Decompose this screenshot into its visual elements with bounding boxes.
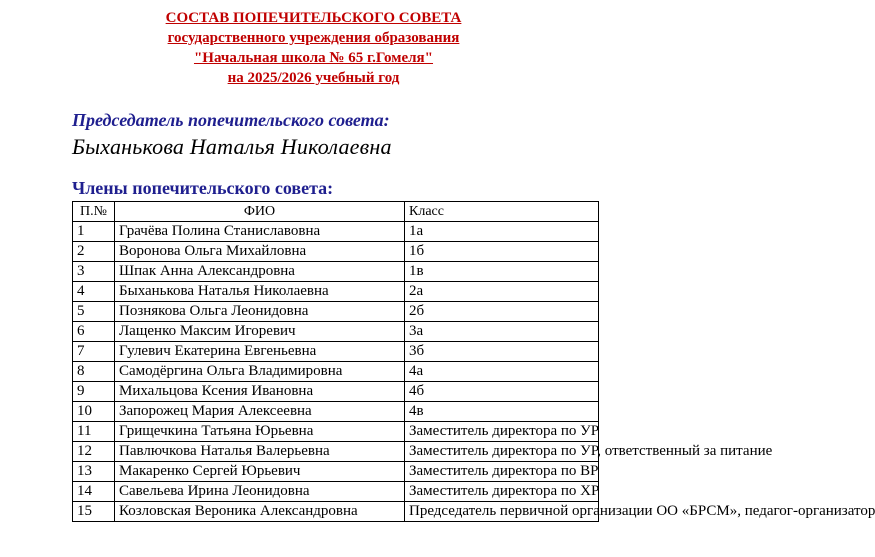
members-table	[72, 201, 875, 522]
column-header-number: П.№	[73, 202, 115, 222]
member-number: 11	[73, 422, 115, 442]
member-class: 2б	[405, 302, 599, 322]
member-class: 1б	[405, 242, 599, 262]
table-row	[73, 322, 599, 342]
member-name: Самодёргина Ольга Владимировна	[115, 362, 405, 382]
table-header-row	[73, 202, 599, 222]
table-row	[73, 462, 599, 482]
member-class: 4а	[405, 362, 599, 382]
member-class: 4б	[405, 382, 599, 402]
table-row	[73, 402, 599, 422]
member-name: Воронова Ольга Михайловна	[115, 242, 405, 262]
table-row	[73, 442, 599, 462]
member-name: Макаренко Сергей Юрьевич	[115, 462, 405, 482]
member-class: 1в	[405, 262, 599, 282]
member-name: Козловская Вероника Александровна	[115, 502, 405, 522]
header-school-name: "Начальная школа № 65 г.Гомеля"	[193, 50, 434, 66]
member-class: Заместитель директора по УР, ответственный за питание	[405, 442, 599, 462]
member-name: Познякова Ольга Леонидовна	[115, 302, 405, 322]
document-header	[0, 8, 627, 88]
members-table-body	[73, 222, 875, 522]
member-number: 7	[73, 342, 115, 362]
member-name: Быханькова Наталья Николаевна	[115, 282, 405, 302]
member-name: Михальцова Ксения Ивановна	[115, 382, 405, 402]
table-row	[73, 382, 599, 402]
table-row	[73, 282, 599, 302]
member-class: 4в	[405, 402, 599, 422]
member-class: 2а	[405, 282, 599, 302]
member-class: Председатель первичной организации ОО «БРСМ», педагог-организатор	[405, 502, 599, 522]
member-number: 3	[73, 262, 115, 282]
chairman-name: Быханькова Наталья Николаевна	[72, 134, 392, 159]
member-number: 6	[73, 322, 115, 342]
member-number: 12	[73, 442, 115, 462]
member-name: Савельева Ирина Леонидовна	[115, 482, 405, 502]
table-row	[73, 302, 599, 322]
member-name: Гулевич Екатерина Евгеньевна	[115, 342, 405, 362]
table-row	[73, 222, 599, 242]
member-name: Шпак Анна Александровна	[115, 262, 405, 282]
member-name: Лащенко Максим Игоревич	[115, 322, 405, 342]
chairman-label: Председатель попечительского совета:	[72, 110, 390, 130]
table-row	[73, 342, 599, 362]
member-name: Грачёва Полина Станиславовна	[115, 222, 405, 242]
member-class: Заместитель директора по ВР	[405, 462, 599, 482]
member-name: Грищечкина Татьяна Юрьевна	[115, 422, 405, 442]
member-name: Павлючкова Наталья Валерьевна	[115, 442, 405, 462]
member-number: 14	[73, 482, 115, 502]
table-row	[73, 262, 599, 282]
member-name: Запорожец Мария Алексеевна	[115, 402, 405, 422]
table-row	[73, 502, 599, 522]
members-title: Члены попечительского совета:	[72, 178, 334, 198]
member-class: 3а	[405, 322, 599, 342]
header-institution: государственного учреждения образования	[167, 30, 460, 46]
member-class: Заместитель директора по УР	[405, 422, 599, 442]
table-row	[73, 242, 599, 262]
member-number: 9	[73, 382, 115, 402]
member-number: 10	[73, 402, 115, 422]
member-number: 1	[73, 222, 115, 242]
column-header-class: Класс	[405, 202, 599, 222]
header-school-year: на 2025/2026 учебный год	[227, 70, 400, 86]
member-class: Заместитель директора по ХР	[405, 482, 599, 502]
member-number: 5	[73, 302, 115, 322]
member-class: 1а	[405, 222, 599, 242]
member-number: 8	[73, 362, 115, 382]
member-number: 2	[73, 242, 115, 262]
column-header-name: ФИО	[115, 202, 405, 222]
member-number: 15	[73, 502, 115, 522]
table-row	[73, 362, 599, 382]
member-number: 13	[73, 462, 115, 482]
member-class: 3б	[405, 342, 599, 362]
header-title: СОСТАВ ПОПЕЧИТЕЛЬСКОГО СОВЕТА	[165, 10, 462, 26]
table-row	[73, 482, 599, 502]
member-number: 4	[73, 282, 115, 302]
table-row	[73, 422, 599, 442]
